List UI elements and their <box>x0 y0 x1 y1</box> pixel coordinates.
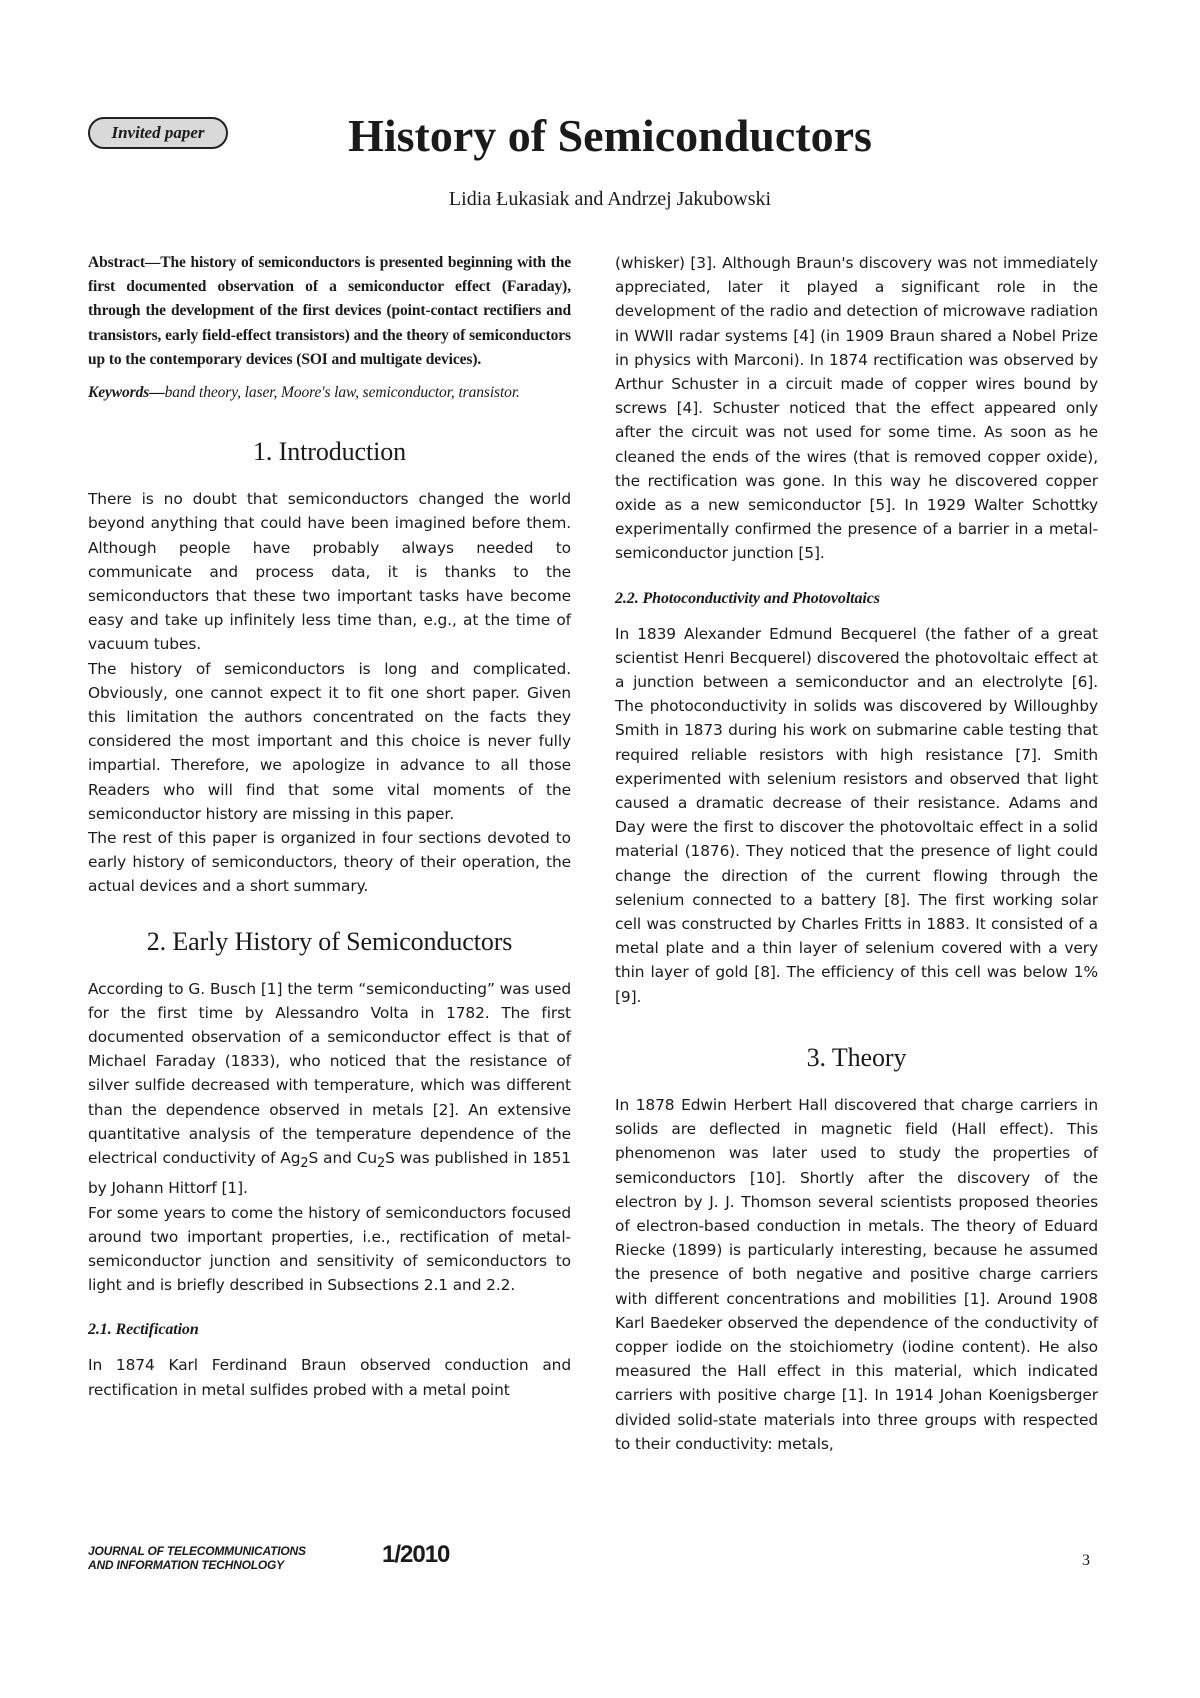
early-text-b: S and Cu <box>308 1149 378 1168</box>
issue-number: 1/2010 <box>382 1541 450 1568</box>
journal-name-line-1: JOURNAL OF TELECOMMUNICATIONS <box>88 1544 306 1558</box>
paper-title: History of Semiconductors <box>348 110 872 161</box>
theory-paragraph: In 1878 Edwin Herbert Hall discovered that charge carriers in solids are deflected in magnetic field (Hall effect). This phenomenon was later used to study the properties of semiconductors [10]. Shortly after the discovery of the electron by J. J. Thomson several scientists proposed theories of electron-based conduction in metals. The theory of Eduard Riecke (1899) is particularly interesting, because he assumed the presence of both negative and positive charge carriers with different concentrations and mobilities [1]. Around 1908 Karl Baedeker observed the dependence of the conductivity of copper iodide on the stoichiometry (iodine content). He also measured the Hall effect in this material, which indicated carriers with positive charge [1]. In 1914 Johan Koenigsberger divided solid-state materials into three groups with respected to their conductivity: metals, <box>615 1095 1098 1453</box>
subsection-heading-photoconductivity: 2.2. Photoconductivity and Photovoltaics <box>615 589 880 607</box>
journal-name <box>88 1544 306 1572</box>
page-number: 3 <box>1082 1552 1090 1569</box>
keywords <box>88 381 571 405</box>
subsection-heading-rectification: 2.1. Rectification <box>88 1321 199 1339</box>
authors: Lidia Łukasiak and Andrzej Jakubowski <box>448 188 772 210</box>
subscript-2: 2 <box>300 1156 309 1172</box>
rectification-paragraph-start: In 1874 Karl Ferdinand Braun observed conduction and rectification in metal sulfides probed with a metal point <box>88 1356 571 1399</box>
subscript-2: 2 <box>377 1156 386 1172</box>
rectification-paragraph-continued: (whisker) [3]. Although Braun's discovery was not immediately appreciated, later it played a significant role in the development of the radio and detection of microwave radiation in WWII radar systems [4] (in 1909 Braun shared a Nobel Prize in physics with Marconi). In 1874 rectification was observed by Arthur Schuster in a circuit made of copper wires bound by screws [4]. Schuster noticed that the effect appeared only after the circuit was not used for some time. As soon as he cleaned the ends of the wires (that is removed copper oxide), the rectification was gone. In this way he discovered copper oxide as a new semiconductor [5]. In 1929 Walter Schottky experimentally confirmed the presence of a barrier in a metal-semiconductor junction [5]. <box>615 254 1098 563</box>
section-heading-theory: 3. Theory <box>806 1042 907 1072</box>
invited-paper-badge: Invited paper <box>88 117 228 149</box>
intro-paragraph-1: There is no doubt that semiconductors changed the world beyond anything that could have been imagined before them. Although people have probably always needed to communicate and process data, it is thanks to the semiconductors that these two important tasks have become easy and take up infinitely less time than, e.g., at the time of vacuum tubes. <box>88 490 571 654</box>
left-column <box>88 251 571 1402</box>
keywords-label: Keywords— <box>88 384 165 402</box>
section-heading-early-history: 2. Early History of Semiconductors <box>146 926 513 956</box>
journal-name-line-2: AND INFORMATION TECHNOLOGY <box>88 1558 284 1572</box>
abstract: Abstract—The history of semiconductors is presented beginning with the first documented observation of a semiconductor effect (Faraday), through the development of the first devices (point-contact rectifiers and transistors, early field-effect transistors) and the theory of semiconductors up to the contemporary devices (SOI and multigate devices). <box>88 254 571 368</box>
photoconductivity-paragraph: In 1839 Alexander Edmund Becquerel (the father of a great scientist Henri Becquerel) discovered the photovoltaic effect at a junction between a semiconductor and an electrolyte [6]. The photoconductivity in solids was discovered by Willoughby Smith in 1873 during his work on submarine cable testing that required reliable resistors with high resistance [7]. Smith experimented with selenium resistors and observed that light caused a dramatic decrease of their resistance. Adams and Day were the first to discover the photovoltaic effect in a solid material (1876). They noticed that the presence of light could change the direction of the current flowing through the selenium connected to a battery [8]. The first working solar cell was constructed by Charles Fritts in 1883. It consisted of a metal plate and a thin layer of selenium covered with a very thin layer of gold [8]. The efficiency of this cell was below 1% [9]. <box>615 624 1098 1006</box>
right-column <box>615 251 1098 1456</box>
early-text-c: S was published in 1851 by Johann Hittorf [1]. <box>88 1149 571 1198</box>
intro-paragraph-2: The history of semiconductors is long and complicated. Obviously, one cannot expect it to fit one short paper. Given this limitation the authors concentrated on the facts they considered the most important and this choice is never fully impartial. Therefore, we apologize in advance to all those Readers who will find that some vital moments of the semiconductor history are missing in this paper. <box>88 659 571 823</box>
early-text-a: According to G. Busch [1] the term “semiconducting” was used for the first time by Alessandro Volta in 1782. The first documented observation of a semiconductor effect is that of Michael Faraday (1833), who noticed that the resistance of silver sulfide decreased with temperature, which was different than the dependence observed in metals [2]. An extensive quantitative analysis of the temperature dependence of the electrical conductivity of Ag <box>88 979 571 1168</box>
section-heading-introduction: 1. Introduction <box>252 437 407 467</box>
intro-paragraph-3: The rest of this paper is organized in four sections devoted to early history of semiconductors, theory of their operation, the actual devices and a short summary. <box>88 829 571 896</box>
keywords-text: band theory, laser, Moore's law, semiconductor, transistor. <box>164 384 520 402</box>
early-history-paragraph-1 <box>88 977 571 1201</box>
early-history-paragraph-2: For some years to come the history of semiconductors focused around two important properties, i.e., rectification of metal-semiconductor junction and sensitivity of semiconductors to light and is briefly described in Subsections 2.1 and 2.2. <box>88 1203 571 1295</box>
